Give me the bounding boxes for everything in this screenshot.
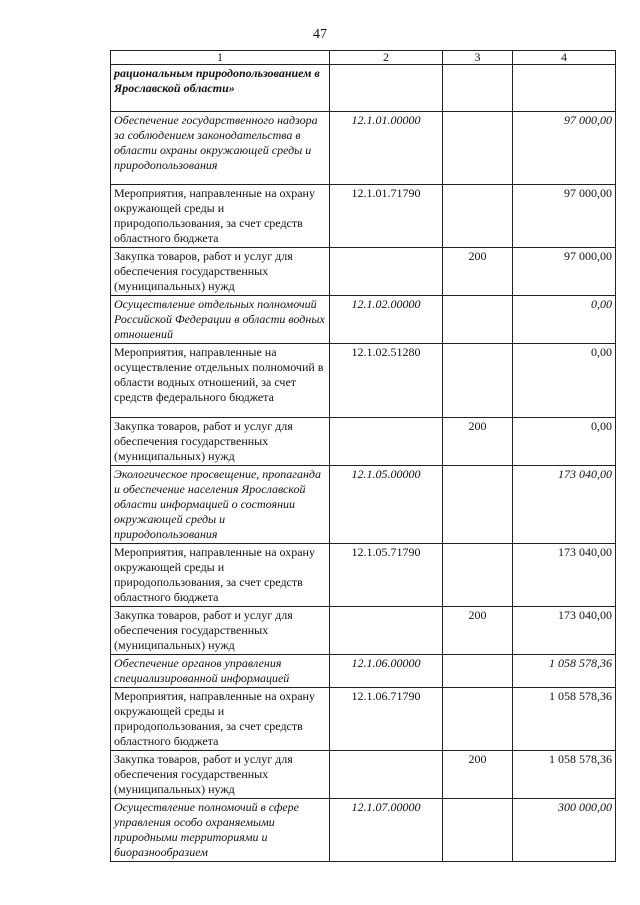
row-expense-type: [443, 296, 513, 344]
row-amount: 1 058 578,36: [513, 655, 616, 688]
row-code: 12.1.05.71790: [330, 544, 443, 607]
row-code: 12.1.06.71790: [330, 688, 443, 751]
table-row: [111, 607, 616, 655]
row-code: 12.1.01.00000: [330, 112, 443, 185]
row-expense-type: 200: [443, 248, 513, 296]
row-amount: 173 040,00: [513, 466, 616, 544]
table-row: [111, 344, 616, 418]
row-expense-type: [443, 344, 513, 418]
table-row: [111, 112, 616, 185]
row-expense-type: [443, 688, 513, 751]
table-row: [111, 296, 616, 344]
row-description: рациональным природопользованием в Ярославской области»: [111, 65, 330, 112]
row-expense-type: 200: [443, 418, 513, 466]
table-row: [111, 418, 616, 466]
row-description: Мероприятия, направленные на охрану окружающей среды и природопользования, за счет средств областного бюджета: [111, 185, 330, 248]
table-header-row: [111, 51, 616, 65]
table-row: [111, 544, 616, 607]
row-code: [330, 418, 443, 466]
row-expense-type: [443, 112, 513, 185]
row-description: Закупка товаров, работ и услуг для обеспечения государственных (муниципальных) нужд: [111, 248, 330, 296]
row-description: Обеспечение государственного надзора за соблюдением законодательства в области охраны окружающей среды и природопользования: [111, 112, 330, 185]
row-code: [330, 607, 443, 655]
row-expense-type: [443, 185, 513, 248]
column-header-1: 1: [111, 51, 330, 65]
row-description: Мероприятия, направленные на охрану окружающей среды и природопользования, за счет средств областного бюджета: [111, 544, 330, 607]
row-expense-type: 200: [443, 607, 513, 655]
row-amount: 300 000,00: [513, 799, 616, 862]
row-description: Закупка товаров, работ и услуг для обеспечения государственных (муниципальных) нужд: [111, 607, 330, 655]
budget-table-body: [111, 51, 616, 862]
row-expense-type: [443, 799, 513, 862]
row-description: Обеспечение органов управления специализированной информацией: [111, 655, 330, 688]
row-amount: 0,00: [513, 418, 616, 466]
budget-table: [110, 50, 616, 862]
table-row: [111, 655, 616, 688]
row-code: [330, 751, 443, 799]
column-header-3: 3: [443, 51, 513, 65]
table-row: [111, 799, 616, 862]
row-expense-type: [443, 466, 513, 544]
page-number: 47: [313, 27, 327, 42]
row-expense-type: [443, 65, 513, 112]
table-row: [111, 65, 616, 112]
row-amount: 97 000,00: [513, 112, 616, 185]
row-description: Осуществление отдельных полномочий Российской Федерации в области водных отношений: [111, 296, 330, 344]
row-expense-type: 200: [443, 751, 513, 799]
row-expense-type: [443, 655, 513, 688]
row-description: Закупка товаров, работ и услуг для обеспечения государственных (муниципальных) нужд: [111, 751, 330, 799]
row-description: Экологическое просвещение, пропаганда и обеспечение населения Ярославской области информацией о состоянии окружающей среды и природопользования: [111, 466, 330, 544]
table-row: [111, 688, 616, 751]
table-row: [111, 466, 616, 544]
row-amount: 1 058 578,36: [513, 751, 616, 799]
table-row: [111, 185, 616, 248]
row-code: 12.1.07.00000: [330, 799, 443, 862]
column-header-4: 4: [513, 51, 616, 65]
row-amount: 173 040,00: [513, 607, 616, 655]
row-amount: 0,00: [513, 344, 616, 418]
row-amount: [513, 65, 616, 112]
table-row: [111, 248, 616, 296]
row-amount: 173 040,00: [513, 544, 616, 607]
row-code: [330, 65, 443, 112]
row-code: 12.1.02.00000: [330, 296, 443, 344]
row-code: 12.1.01.71790: [330, 185, 443, 248]
column-header-2: 2: [330, 51, 443, 65]
row-description: Осуществление полномочий в сфере управления особо охраняемыми природными территориями и биоразнообразием: [111, 799, 330, 862]
row-expense-type: [443, 544, 513, 607]
row-code: 12.1.05.00000: [330, 466, 443, 544]
row-amount: 1 058 578,36: [513, 688, 616, 751]
row-amount: 97 000,00: [513, 185, 616, 248]
row-code: 12.1.06.00000: [330, 655, 443, 688]
table-row: [111, 751, 616, 799]
row-description: Закупка товаров, работ и услуг для обеспечения государственных (муниципальных) нужд: [111, 418, 330, 466]
row-amount: 97 000,00: [513, 248, 616, 296]
row-description: Мероприятия, направленные на осуществление отдельных полномочий в области водных отношений, за счет средств федерального бюджета: [111, 344, 330, 418]
row-code: [330, 248, 443, 296]
row-amount: 0,00: [513, 296, 616, 344]
row-code: 12.1.02.51280: [330, 344, 443, 418]
row-description: Мероприятия, направленные на охрану окружающей среды и природопользования, за счет средств областного бюджета: [111, 688, 330, 751]
